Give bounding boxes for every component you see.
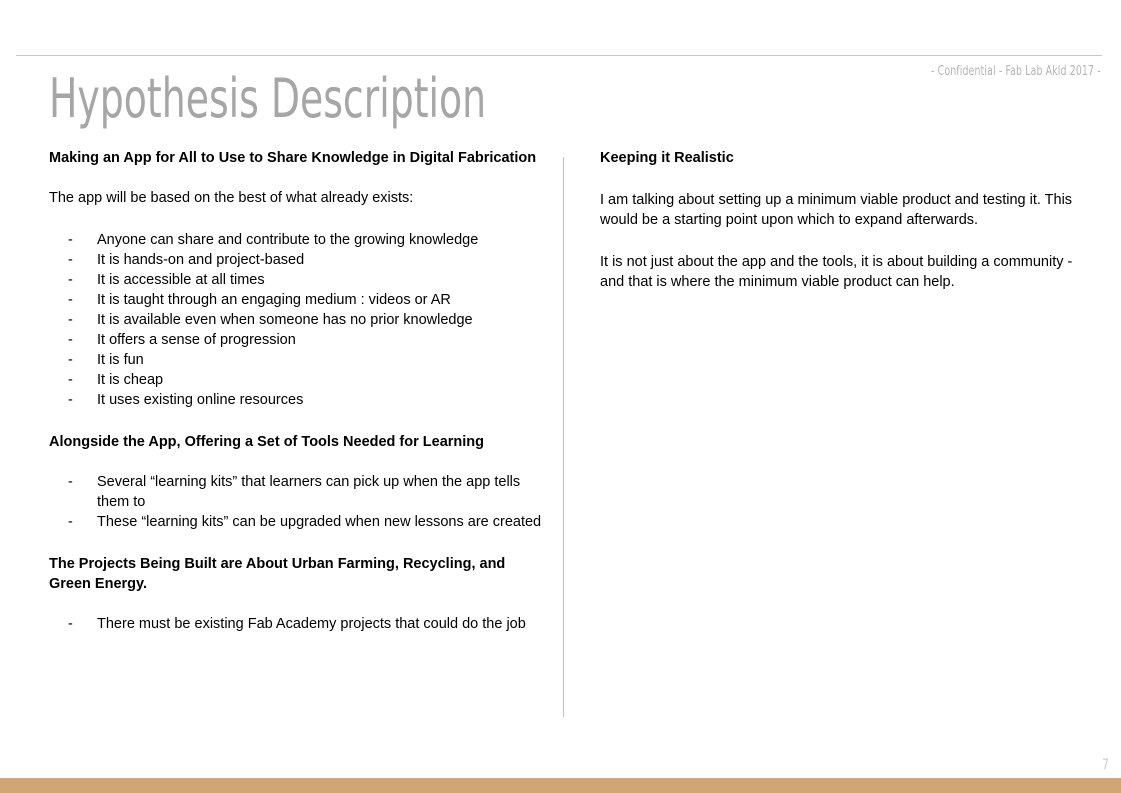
list-marker: - — [68, 392, 73, 408]
list-marker: - — [68, 332, 73, 348]
list-item — [49, 230, 544, 250]
list-marker: - — [68, 514, 73, 530]
header-rule — [16, 55, 1102, 56]
list-item — [49, 512, 544, 532]
list-item-text: It is cheap — [97, 372, 164, 388]
column-divider — [563, 157, 564, 717]
list-marker: - — [68, 292, 73, 308]
tools-list — [49, 472, 544, 532]
list-item — [49, 614, 544, 634]
list-marker: - — [68, 232, 73, 248]
list-item-text: It uses existing online resources — [97, 392, 304, 408]
list-item-text: It is accessible at all times — [97, 272, 265, 288]
list-item — [49, 290, 544, 310]
projects-list — [49, 614, 544, 634]
list-item — [49, 350, 544, 370]
list-item — [49, 390, 544, 410]
section-heading-app: Making an App for All to Use to Share Knowledge in Digital Fabrication — [49, 150, 537, 166]
list-marker: - — [68, 474, 73, 490]
list-item-text: It is taught through an engaging medium : videos or AR — [97, 292, 451, 308]
list-item-text: These “learning kits” can be upgraded when new lessons are created — [97, 514, 542, 530]
list-item-text: Several “learning kits” that learners can pick up when the app tells them to — [97, 474, 521, 510]
section-heading-tools: Alongside the App, Offering a Set of Tools Needed for Learning — [49, 434, 485, 450]
paragraph-mvp: I am talking about setting up a minimum viable product and testing it. This would be a starting point upon which to expand afterwards. — [600, 192, 1073, 228]
list-marker: - — [68, 252, 73, 268]
section-heading-realistic: Keeping it Realistic — [600, 150, 734, 166]
list-item-text: It offers a sense of progression — [97, 332, 296, 348]
list-item-text: It is hands-on and project-based — [97, 252, 305, 268]
list-marker: - — [68, 616, 73, 632]
left-column — [49, 148, 544, 634]
list-item — [49, 310, 544, 330]
list-marker: - — [68, 352, 73, 368]
features-list — [49, 230, 544, 410]
footer-bar — [0, 778, 1121, 793]
list-marker: - — [68, 272, 73, 288]
section-intro: The app will be based on the best of what already exists: — [49, 190, 414, 206]
list-item — [49, 270, 544, 290]
list-item — [49, 472, 544, 512]
section-heading-projects: The Projects Being Built are About Urban Farming, Recycling, and Green Energy. — [49, 556, 506, 592]
right-column — [600, 148, 1090, 292]
list-item-text: It is available even when someone has no prior knowledge — [97, 312, 473, 328]
confidential-label: - Confidential - Fab Lab Akld 2017 - — [931, 64, 1101, 79]
list-item-text: Anyone can share and contribute to the growing knowledge — [97, 232, 479, 248]
paragraph-community: It is not just about the app and the tools, it is about building a community - and that is where the minimum viable product can help. — [600, 254, 1073, 290]
list-item — [49, 370, 544, 390]
list-item-text: There must be existing Fab Academy projects that could do the job — [97, 616, 526, 632]
list-marker: - — [68, 312, 73, 328]
page-number: 7 — [1102, 757, 1109, 773]
page-title: Hypothesis Description — [49, 67, 487, 130]
list-item-text: It is fun — [97, 352, 144, 368]
list-marker: - — [68, 372, 73, 388]
list-item — [49, 250, 544, 270]
list-item — [49, 330, 544, 350]
